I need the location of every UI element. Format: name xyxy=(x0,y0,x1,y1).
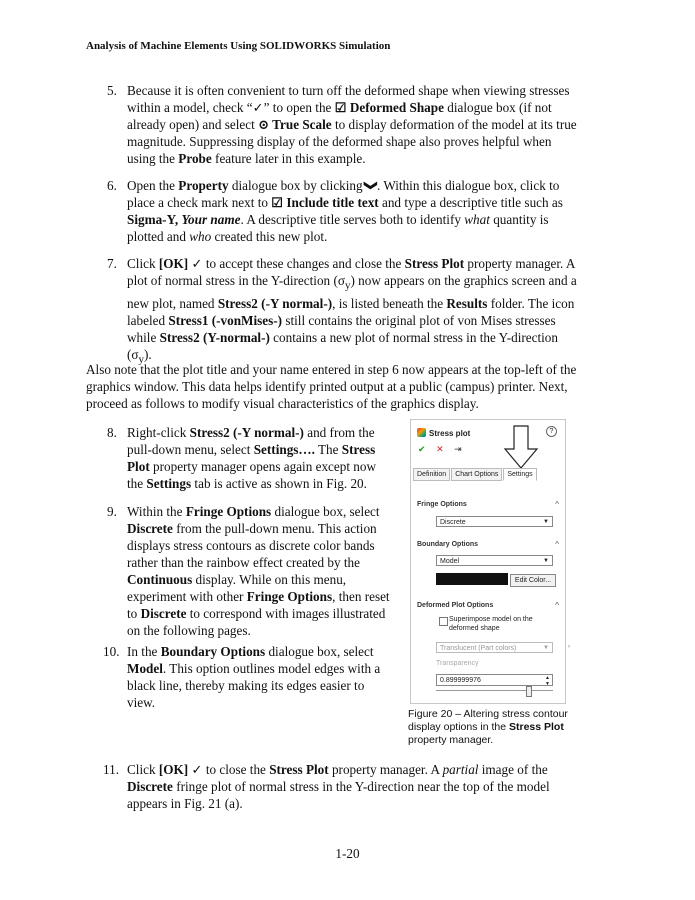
note-paragraph: Also note that the plot title and your name entered in step 6 now appears at the top-left of the graphics window. This data helps identify printed output at a public (campus) printer. Next, proceed as follows to modify visual characteristics of the graphics display. xyxy=(86,362,577,411)
edit-color-button[interactable]: Edit Color... xyxy=(510,574,556,587)
stress-plot-property-manager xyxy=(410,419,570,704)
edge-marker: › xyxy=(568,644,570,650)
collapse-icon[interactable]: ^ xyxy=(555,500,559,509)
collapse-icon[interactable]: ^ xyxy=(555,601,559,610)
transparency-input[interactable]: 0.899999976 ▲ ▼ xyxy=(436,674,553,686)
transparency-label: Transparency xyxy=(436,660,479,667)
ok-icon[interactable]: ✔ xyxy=(418,444,426,454)
figure-caption: Figure 20 – Altering stress contour display options in the Stress Plot property manager. xyxy=(408,708,568,746)
tab-chart-options[interactable]: Chart Options xyxy=(451,468,502,481)
deformed-plot-options-header[interactable]: Deformed Plot Options xyxy=(417,602,494,609)
cancel-icon[interactable]: ✕ xyxy=(436,444,444,454)
running-header: Analysis of Machine Elements Using SOLIDWORKS Simulation xyxy=(86,40,391,52)
tab-bar xyxy=(413,468,538,481)
step-9-number: 9. xyxy=(107,504,117,519)
step-11-text: Click [OK] ✓ to close the Stress Plot property manager. A partial image of the Discrete fringe plot of normal stress in the Y-direction near the top of the model appears in Fig. 21 (a). xyxy=(127,762,550,811)
step-5-number: 5. xyxy=(107,83,117,98)
superimpose-checkbox[interactable] xyxy=(439,617,448,626)
page-number: 1-20 xyxy=(335,846,360,861)
step-6-text: Open the Property dialogue box by clicking ❯. Within this dialogue box, click to place a check mark next to ☑ Include title text and type a descriptive title such as Sigma-Y, Your name. A descriptive title serves both to identify what quantity is plotted and who created this new plot. xyxy=(127,178,563,244)
panel-title: Stress plot xyxy=(417,428,470,438)
help-icon[interactable]: ? xyxy=(546,426,557,437)
chevron-down-icon: ❯ xyxy=(363,179,379,192)
color-swatch xyxy=(436,573,508,585)
translucent-select[interactable]: Translucent (Part colors) ▼ xyxy=(436,642,553,653)
tab-settings[interactable]: Settings xyxy=(503,468,536,481)
step-11-number: 11. xyxy=(103,762,119,777)
boundary-options-select[interactable]: Model ▼ xyxy=(436,555,553,566)
transparency-slider[interactable] xyxy=(436,690,553,691)
collapse-icon[interactable]: ^ xyxy=(555,540,559,549)
dropdown-arrow-icon: ▼ xyxy=(543,519,549,525)
stress-plot-icon xyxy=(417,428,426,437)
step-6-number: 6. xyxy=(107,178,117,193)
tab-definition[interactable]: Definition xyxy=(413,468,450,481)
fringe-options-header[interactable]: Fringe Options xyxy=(417,501,467,508)
down-arrow-icon xyxy=(503,425,539,469)
step-8-number: 8. xyxy=(107,425,117,440)
dropdown-arrow-icon: ▼ xyxy=(543,558,549,564)
boundary-options-header[interactable]: Boundary Options xyxy=(417,541,479,548)
step-10-number: 10. xyxy=(103,644,120,659)
step-8-text: Right-click Stress2 (-Y normal-) and from the pull-down menu, select Settings…. The Stress Plot property manager opens again except now the Settings tab is active as shown in Fig. 20. xyxy=(127,425,377,491)
spinner-icon[interactable]: ▲ ▼ xyxy=(545,675,550,687)
step-5-text: Because it is often convenient to turn off the deformed shape when viewing stresses within a model, check “✓” to open the ☑ Deformed Shape dialogue box (if not already open) and select ⊙ True Scale to display deformation of the model at its true magnitude. Suppressing display of the deformed shape also proves helpful when using the Probe feature later in this example. xyxy=(127,83,577,166)
slider-thumb[interactable] xyxy=(526,686,532,697)
step-7-number: 7. xyxy=(107,256,117,271)
step-9-text: Within the Fringe Options dialogue box, select Discrete from the pull-down menu. This action displays stress contours as discrete color bands rather than the rainbow effect created by the Continuous display. While on this menu, experiment with other Fringe Options, then reset to Discrete to correspond with images illustrated on the following pages. xyxy=(127,504,390,638)
fringe-options-select[interactable]: Discrete ▼ xyxy=(436,516,553,527)
pin-icon[interactable]: ⇥ xyxy=(454,444,462,454)
step-7-text: Click [OK] ✓ to accept these changes and close the Stress Plot property manager. A plot of normal stress in the Y-direction $(\sigma_y)$ now appears on the graphics screen and a new plot, named Stress2 (-Y normal-), is listed beneath the Results folder. The icon labeled Stress1 (-vonMises-) still contains the original plot of von Mises stresses while Stress2 (Y-normal-) contains a new plot of normal stress in the Y-direction $(\sigma_y)$. xyxy=(127,256,577,366)
action-bar xyxy=(418,444,462,455)
dropdown-arrow-icon: ▼ xyxy=(543,645,549,651)
superimpose-label: Superimpose model on the deformed shape xyxy=(449,616,533,632)
step-10-text: In the Boundary Options dialogue box, select Model. This option outlines model edges with a black line, thereby making its edges easier to view. xyxy=(127,644,381,710)
